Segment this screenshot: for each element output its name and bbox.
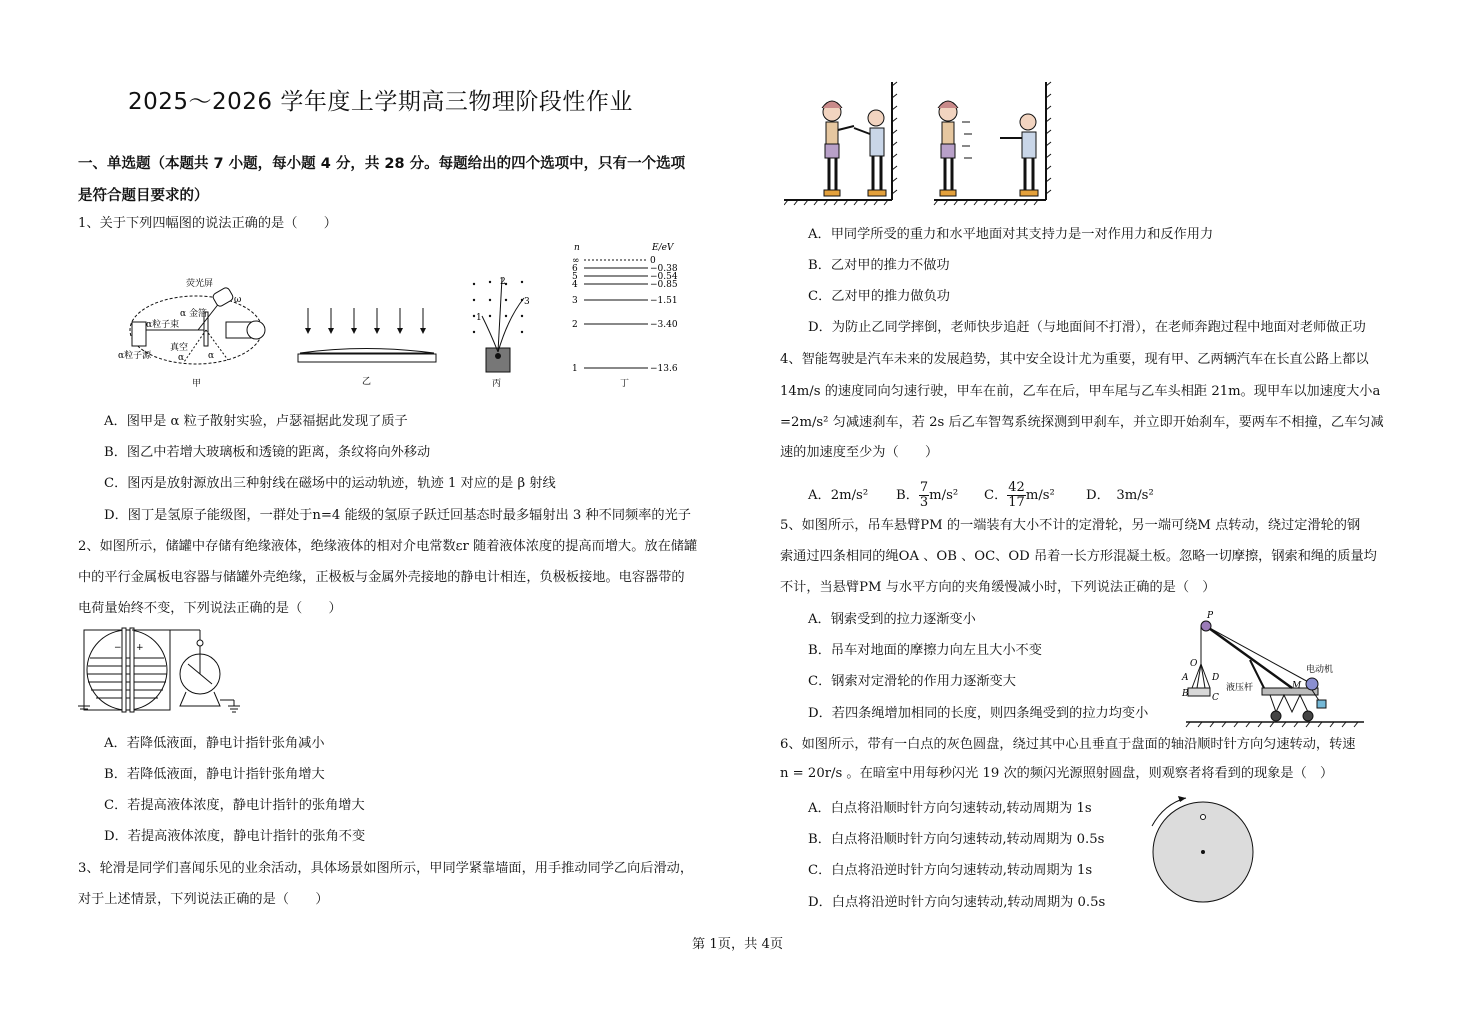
crane-label-m: M [1292, 681, 1302, 691]
q6-figure-disk [1142, 796, 1256, 904]
ding-level-e-6: −13.6 [650, 364, 678, 374]
crane-label-b: B [1182, 689, 1189, 699]
jia-label-vacuum: 真空 [170, 343, 189, 353]
q5-stem-line3: 不计，当悬臂PM 与水平方向的夹角缓慢减小时，下列说法正确的是（ ） [780, 580, 1216, 595]
ding-level-n-6: 1 [572, 364, 578, 374]
q3-stem-line2: 对于上述情景，下列说法正确的是（ ） [78, 892, 329, 907]
q1-stem: 1、关于下列四幅图的说法正确的是（ ） [78, 216, 337, 231]
jia-caption: 甲 [192, 379, 202, 389]
bing-caption: 丙 [492, 379, 502, 389]
crane-label-d: D [1212, 673, 1220, 683]
crane-label-a: A [1182, 673, 1189, 683]
q5-option-c: C．钢索对定滑轮的作用力逐渐变大 [808, 674, 1016, 689]
q5-figure-crane [1180, 610, 1370, 730]
ding-level-e-3: −0.85 [650, 280, 678, 290]
q1-option-a: A．图甲是 α 粒子散射实验，卢瑟福据此发现了质子 [104, 414, 408, 429]
q5-option-b: B．吊车对地面的摩擦力向左且大小不变 [808, 643, 1042, 658]
ding-level-n-3: 4 [572, 280, 578, 290]
crane-label-motor: 电动机 [1306, 665, 1334, 675]
q4-option-b-label: B． [896, 488, 919, 503]
q4-option-d: D． 3m/s² [1086, 488, 1154, 503]
q6-option-b: B．白点将沿顺时针方向匀速转动,转动周期为 0.5s [808, 832, 1105, 847]
clockwise-arrow-icon [1178, 796, 1186, 802]
ding-level-n-4: 3 [572, 296, 578, 306]
jia-label-foil: α 金箔 [180, 309, 207, 319]
q4-option-a: A．2m/s² [808, 488, 869, 503]
q6-stem-line2: n = 20r/s 。在暗室中用每秒闪光 19 次的频闪光源照射圆盘，则观察者将看到的现象是（ ） [780, 766, 1334, 781]
q4-option-c [984, 481, 1055, 510]
q2-stem-line3: 电荷量始终不变，下列说法正确的是（ ） [78, 601, 342, 616]
ding-level-n-2: 5 [572, 272, 578, 282]
q4-option-b-numerator: 7 [919, 480, 929, 495]
q1-figure-ding [566, 238, 696, 390]
q2-option-a: A．若降低液面，静电计指针张角减小 [104, 736, 325, 751]
crane-label-c: C [1212, 693, 1219, 703]
q2-plus-sign: + [136, 643, 144, 653]
q4-stem-line3: =2m/s² 匀减速刹车，若 2s 后乙车智驾系统探测到甲刹车，并立即开始刹车，要两车不相撞，乙车匀减 [780, 415, 1384, 430]
q6-option-c: C．白点将沿逆时针方向匀速转动,转动周期为 1s [808, 863, 1093, 878]
q2-option-b: B．若降低液面，静电计指针张角增大 [104, 767, 325, 782]
crane-label-hydraulic: 液压杆 [1226, 683, 1254, 693]
ding-level-n-0: ∞ [572, 256, 580, 266]
q2-option-d: D．若提高液体浓度，静电计指针的张角不变 [104, 829, 366, 844]
q2-minus-sign: − [114, 643, 122, 653]
section-heading-line1: 一、单选题（本题共 7 小题，每小题 4 分，共 28 分。每题给出的四个选项中，只有一个选项 [78, 156, 686, 172]
crane-label-o: O [1190, 659, 1198, 669]
bing-label-3: 3 [524, 297, 530, 307]
q4-option-c-numerator: 42 [1008, 480, 1025, 495]
crane-label-p: P [1207, 611, 1214, 621]
jia-label-omega: ω [234, 295, 242, 305]
q2-figure-tank-electrometer [76, 626, 248, 718]
jia-label-screen: 荧光屏 [186, 279, 214, 289]
ding-level-n-1: 6 [572, 264, 578, 274]
q6-stem-line1: 6、如图所示，带有一白点的灰色圆盘，绕过其中心且垂直于盘面的轴沿顺时针方向匀速转动，转速 [780, 737, 1356, 752]
q3-figure-skaters [784, 78, 1054, 206]
q2-option-c: C．若提高液体浓度，静电计指针的张角增大 [104, 798, 365, 813]
yi-caption: 乙 [362, 377, 372, 387]
ding-level-e-0: 0 [650, 256, 656, 266]
q1-figure-bing [462, 272, 534, 390]
jia-label-alpha2: α [208, 351, 215, 361]
ding-e-label: E/eV [652, 243, 674, 253]
q5-stem-line1: 5、如图所示，吊车悬臂PM 的一端装有大小不计的定滑轮，另一端可绕M 点转动，绕过定滑轮的钢 [780, 518, 1361, 533]
q1-option-d: D．图丁是氢原子能级图，一群处于n=4 能级的氢原子跃迁回基态时最多辐射出 3 种不同频率的光子 [104, 508, 691, 523]
q1-figure-yi [296, 306, 441, 388]
q5-option-d: D．若四条绳增加相同的长度，则四条绳受到的拉力均变小 [808, 706, 1149, 721]
q2-stem-line2: 中的平行金属板电容器与储罐外壳绝缘，正极板与金属外壳接地的静电计相连，负极板接地。电容器带的 [78, 570, 685, 585]
page-title: 2025～2026 学年度上学期高三物理阶段性作业 [128, 89, 633, 115]
ding-level-n-5: 2 [572, 320, 578, 330]
q3-option-a: A．甲同学所受的重力和水平地面对其支持力是一对作用力和反作用力 [808, 227, 1214, 242]
q4-option-c-fraction [1007, 481, 1026, 510]
q1-figure-jia [118, 272, 278, 390]
q4-option-b-unit: m/s² [929, 488, 959, 503]
q3-option-b: B．乙对甲的推力不做功 [808, 258, 950, 273]
q1-option-b: B．图乙中若增大玻璃板和透镜的距离，条纹将向外移动 [104, 445, 431, 460]
q5-option-a: A．钢索受到的拉力逐渐变小 [808, 612, 976, 627]
q4-option-b-fraction [919, 481, 929, 510]
q4-option-c-label: C． [984, 488, 1008, 503]
ding-level-e-2: −0.54 [650, 272, 678, 282]
q6-option-d: D．白点将沿逆时针方向匀速转动,转动周期为 0.5s [808, 895, 1106, 910]
disk-center [1201, 850, 1205, 854]
ding-caption: 丁 [620, 379, 630, 389]
white-dot [1201, 815, 1206, 820]
q3-option-d: D．为防止乙同学摔倒，老师快步追赶（与地面间不打滑），在老师奔跑过程中地面对老师做正功 [808, 320, 1366, 335]
q1-option-c: C．图丙是放射源放出三种射线在磁场中的运动轨迹，轨迹 1 对应的是 β 射线 [104, 476, 556, 491]
ding-n-label: n [574, 243, 580, 253]
q4-option-b [896, 481, 958, 510]
q4-option-b-denominator: 3 [919, 495, 929, 510]
q3-stem-line1: 3、轮滑是同学们喜闻乐见的业余活动，具体场景如图所示，甲同学紧靠墙面，用手推动同学乙向后滑动， [78, 861, 694, 876]
bing-label-1: 1 [476, 313, 482, 323]
q6-option-a: A．白点将沿顺时针方向匀速转动,转动周期为 1s [808, 801, 1092, 816]
section-heading-line2: 是符合题目要求的） [78, 188, 209, 204]
q4-stem-line4: 速的加速度至少为（ ） [780, 445, 939, 460]
q2-stem-line1: 2、如图所示，储罐中存储有绝缘液体，绝缘液体的相对介电常数εr 随着液体浓度的提高而增大。放在储罐 [78, 539, 698, 554]
q4-option-c-denominator: 17 [1008, 495, 1025, 510]
q4-option-c-unit: m/s² [1025, 488, 1055, 503]
q4-stem-line2: 14m/s 的速度同向匀速行驶，甲车在前，乙车在后，甲车尾与乙车头相距 21m。现甲车以加速度大小a [780, 384, 1381, 399]
q4-stem-line1: 4、智能驾驶是汽车未来的发展趋势，其中安全设计尤为重要，现有甲、乙两辆汽车在长直公路上都以 [780, 352, 1369, 367]
bing-label-2: 2 [500, 277, 506, 287]
q3-option-c: C．乙对甲的推力做负功 [808, 289, 950, 304]
jia-label-alpha1: α [178, 353, 185, 363]
page-footer: 第 1页，共 4页 [692, 937, 784, 952]
jia-label-source: α粒子源 [118, 351, 152, 361]
ding-level-e-5: −3.40 [650, 320, 678, 330]
q5-stem-line2: 索通过四条相同的绳OA 、OB 、OC、OD 吊着一长方形混凝土板。忽略一切摩擦，钢索和绳的质量均 [780, 549, 1377, 564]
jia-label-beam: α粒子束 [146, 320, 180, 330]
ding-level-e-1: −0.38 [650, 264, 678, 274]
ding-level-e-4: −1.51 [650, 296, 678, 306]
